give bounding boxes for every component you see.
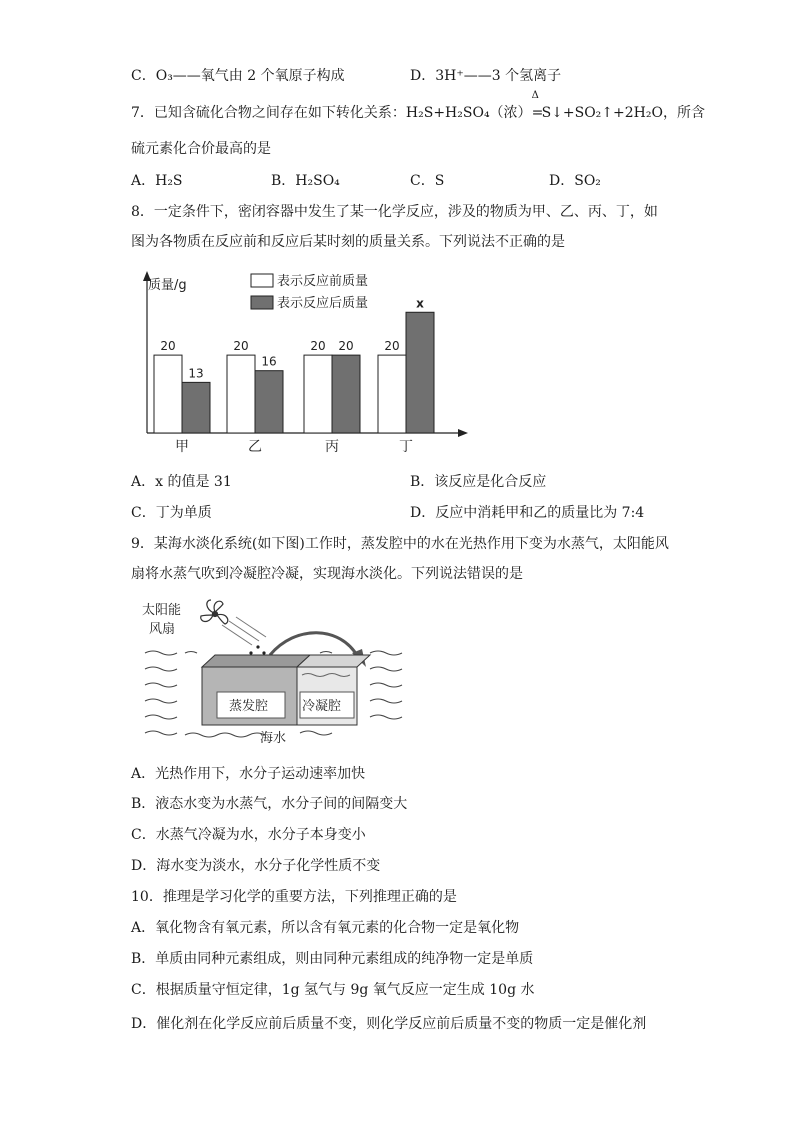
q9-stem-line1: 9．某海水淡化系统(如下图)工作时，蒸发腔中的水在光热作用下变为水蒸气，太阳能风 — [131, 536, 669, 552]
category-label-0: 甲 — [175, 439, 189, 455]
q8-option-c: C．丁为单质 — [131, 505, 212, 521]
data-label-after-0: 13 — [188, 366, 204, 381]
data-label-before-2: 20 — [310, 339, 326, 354]
fan-label-1: 太阳能 — [142, 603, 182, 618]
mass-bar-chart — [120, 265, 480, 455]
q7-heat-symbol: Δ = — [531, 90, 544, 121]
category-label-3: 丁 — [399, 439, 413, 455]
q8-stem-line2: 图为各物质在反应前和反应后某时刻的质量关系。下列说法不正确的是 — [131, 234, 565, 250]
desalination-figure — [130, 595, 420, 755]
data-label-after-3: x — [416, 296, 424, 311]
fan-label-2: 风扇 — [149, 622, 176, 637]
evap-label: 蒸发腔 — [229, 699, 269, 714]
q7-stem-line2: 硫元素化合价最高的是 — [131, 141, 271, 157]
q9-option-c: C．水蒸气冷凝为水，水分子本身变小 — [131, 827, 366, 843]
bar-before-2 — [304, 355, 332, 433]
y-axis-label: 质量/g — [148, 278, 187, 293]
bar-after-3 — [406, 312, 434, 433]
q7-option-c: C．S — [410, 173, 445, 189]
category-label-1: 乙 — [248, 439, 262, 455]
bar-before-1 — [227, 355, 255, 433]
q9-option-b: B．液态水变为水蒸气，水分子间的间隔变大 — [131, 796, 408, 812]
bar-after-2 — [332, 355, 360, 433]
bar-before-3 — [378, 355, 406, 433]
bar-after-1 — [255, 371, 283, 433]
data-label-before-1: 20 — [233, 339, 249, 354]
legend-after-swatch — [251, 296, 273, 309]
q10-option-b: B．单质由同种元素组成，则由同种元素组成的纯净物一定是单质 — [131, 951, 534, 967]
q7-option-b: B．H₂SO₄ — [271, 173, 340, 189]
q7-stem — [131, 90, 705, 123]
q8-option-b: B．该反应是化合反应 — [410, 474, 547, 490]
bars-group — [154, 296, 434, 455]
light-rays — [222, 617, 266, 645]
q6-option-d: D．3H⁺——3 个氢离子 — [410, 68, 562, 84]
data-label-after-1: 16 — [261, 354, 277, 369]
bar-after-0 — [182, 382, 210, 433]
q10-stem: 10．推理是学习化学的重要方法，下列推理正确的是 — [131, 889, 457, 905]
sea-label: 海水 — [260, 731, 287, 746]
q6-option-c: C．O₃——氧气由 2 个氧原子构成 — [131, 68, 345, 84]
legend-before-label: 表示反应前质量 — [277, 274, 369, 289]
q8-option-a: A．x 的值是 31 — [131, 474, 232, 490]
q7-stem-a: 7．已知含硫化合物之间存在如下转化关系：H₂S+H₂SO₄（浓） — [131, 105, 532, 121]
data-label-before-3: 20 — [384, 339, 400, 354]
q7-stem-b: S↓+SO₂↑+2H₂O，所含 — [541, 105, 705, 121]
q10-option-c: C．根据质量守恒定律，1g 氢气与 9g 氧气反应一定生成 10g 水 — [131, 982, 535, 998]
q9-option-d: D．海水变为淡水，水分子化学性质不变 — [131, 858, 381, 874]
q8-option-d: D．反应中消耗甲和乙的质量比为 7:4 — [410, 505, 645, 521]
bar-before-0 — [154, 355, 182, 433]
data-label-after-2: 20 — [338, 339, 354, 354]
q7-option-d: D．SO₂ — [549, 173, 601, 189]
evaporation-chamber — [202, 655, 310, 725]
category-label-2: 丙 — [325, 439, 339, 455]
q10-option-d: D．催化剂在化学反应前后质量不变，则化学反应前后质量不变的物质一定是催化剂 — [131, 1016, 647, 1032]
cond-label: 冷凝腔 — [302, 699, 342, 714]
q9-option-a: A．光热作用下，水分子运动速率加快 — [131, 766, 366, 782]
x-axis-arrow — [458, 429, 468, 437]
data-label-before-0: 20 — [160, 339, 176, 354]
vapor-flow-arrow — [270, 633, 358, 657]
legend-after-label: 表示反应后质量 — [277, 296, 369, 311]
condensation-chamber — [297, 655, 370, 725]
q7-option-a: A．H₂S — [131, 173, 183, 189]
q8-stem-line1: 8．一定条件下，密闭容器中发生了某一化学反应，涉及的物质为甲、乙、丙、丁，如 — [131, 204, 658, 220]
q10-option-a: A．氧化物含有氧元素，所以含有氧元素的化合物一定是氧化物 — [131, 920, 520, 936]
fan-icon — [201, 600, 228, 624]
legend-before-swatch — [251, 274, 273, 287]
q9-stem-line2: 扇将水蒸气吹到冷凝腔冷凝，实现海水淡化。下列说法错误的是 — [131, 566, 523, 582]
